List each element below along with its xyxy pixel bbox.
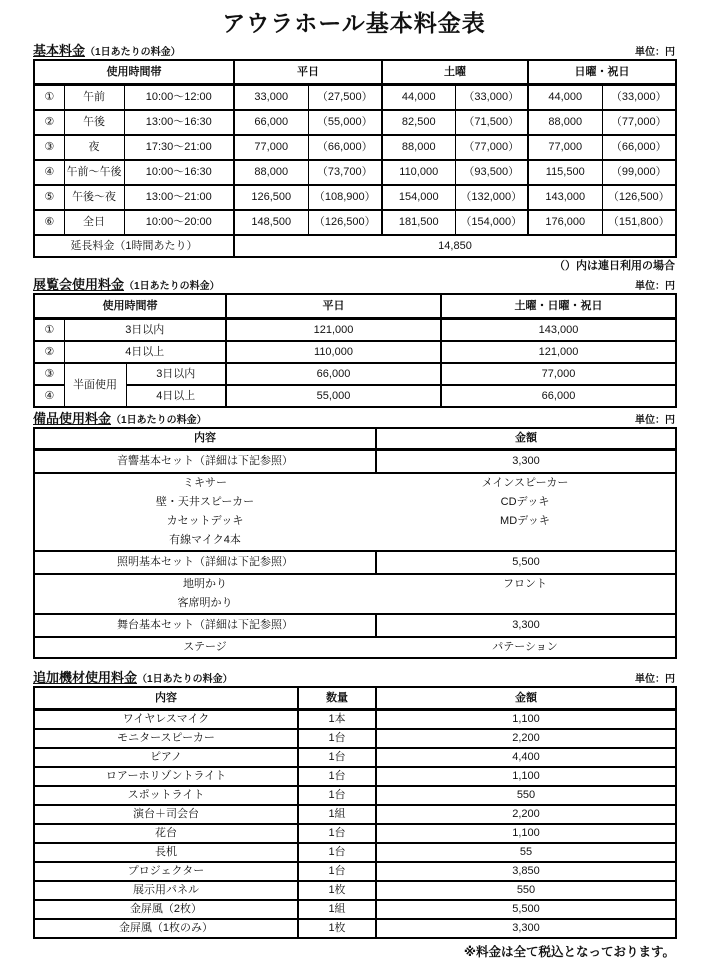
header-row (34, 60, 676, 85)
table-row (34, 385, 676, 407)
table-row (34, 135, 676, 160)
exhibition-fee-section-header (33, 276, 675, 293)
holiday-price: 143,000 (528, 185, 602, 210)
item-qty: 1台 (298, 786, 376, 805)
unit-label: 単位：円 (635, 674, 675, 685)
detail-line (35, 493, 675, 512)
weekday-consecutive-price: （27,500） (308, 85, 382, 111)
item-label: 長机 (34, 843, 298, 862)
half-hall-label: 半面使用 (64, 363, 126, 407)
slot-period: 午後～夜 (64, 185, 124, 210)
holiday-consecutive-price: （151,800） (602, 210, 676, 235)
weekend-price: 77,000 (441, 363, 676, 385)
section-title: 基本料金 (33, 43, 86, 58)
weekday-consecutive-price: （55,000） (308, 110, 382, 135)
set-label: 照明基本セット（詳細は下記参照） (34, 551, 376, 574)
row-number: ① (34, 319, 64, 342)
item-qty: 1台 (298, 729, 376, 748)
weekday-price: 66,000 (234, 110, 308, 135)
detail-line (35, 575, 675, 594)
item-price: 5,500 (376, 900, 676, 919)
unit-label: 単位：円 (635, 281, 675, 292)
basic-fee-section-title-group (33, 44, 181, 59)
equipment-fee-table (33, 427, 677, 659)
item-label: ピアノ (34, 748, 298, 767)
row-number: ④ (34, 385, 64, 407)
saturday-price: 110,000 (382, 160, 455, 185)
holiday-price: 115,500 (528, 160, 602, 185)
item-qty: 1枚 (298, 919, 376, 938)
slot-period: 夜 (64, 135, 124, 160)
item-qty: 1台 (298, 748, 376, 767)
weekday-price: 77,000 (234, 135, 308, 160)
table-row (34, 729, 676, 748)
set-price: 3,300 (376, 450, 676, 474)
table-row (34, 210, 676, 235)
weekday-price: 121,000 (226, 319, 441, 342)
section-subtitle: （1日あたりの料金） (124, 281, 220, 292)
section-subtitle: （1日あたりの料金） (111, 415, 207, 426)
row-number: ③ (34, 363, 64, 385)
set-row (34, 551, 676, 574)
holiday-consecutive-price: （126,500） (602, 185, 676, 210)
item-price: 3,850 (376, 862, 676, 881)
table-row (34, 824, 676, 843)
slot-time: 13:00～16:30 (124, 110, 234, 135)
table-row (34, 843, 676, 862)
tax-included-note: ※料金は全て税込となっております。 (463, 945, 675, 959)
col-header-weekday: 平日 (234, 60, 382, 85)
slot-time: 17:30～21:00 (124, 135, 234, 160)
saturday-consecutive-price: （154,000） (455, 210, 528, 235)
item-price: 3,300 (376, 919, 676, 938)
weekday-price: 88,000 (234, 160, 308, 185)
item-label: ロアーホリゾントライト (34, 767, 298, 786)
table-row (34, 748, 676, 767)
set-detail-cell (34, 637, 676, 658)
col-header-time-slot: 使用時間帯 (34, 294, 226, 319)
slot-time: 10:00～12:00 (124, 85, 234, 111)
detail-item-left: 客席明かり (177, 597, 233, 610)
weekday-price: 66,000 (226, 363, 441, 385)
detail-item-left: 有線マイク4本 (169, 534, 241, 547)
extension-fee-value: 14,850 (234, 235, 676, 257)
section-title: 追加機材使用料金 (33, 670, 138, 685)
item-price: 55 (376, 843, 676, 862)
table-row (34, 786, 676, 805)
col-header-time-slot: 使用時間帯 (34, 60, 234, 85)
table-row (34, 363, 676, 385)
item-qty: 1台 (298, 767, 376, 786)
item-price: 2,200 (376, 805, 676, 824)
duration-label: 3日以内 (64, 319, 226, 342)
detail-line (35, 531, 675, 550)
additional-fee-section-title-group (33, 671, 233, 686)
slot-number: ⑤ (34, 185, 64, 210)
slot-number: ② (34, 110, 64, 135)
item-label: 金屏風（2枚） (34, 900, 298, 919)
detail-item-right: CDデッキ (500, 496, 550, 509)
exhibition-fee-section-title-group (33, 278, 220, 293)
table-row (34, 900, 676, 919)
detail-line (35, 512, 675, 531)
table-row (34, 710, 676, 730)
extension-fee-row (34, 235, 676, 257)
slot-period: 午前 (64, 85, 124, 111)
col-header-saturday: 土曜 (382, 60, 528, 85)
set-label: 舞台基本セット（詳細は下記参照） (34, 614, 376, 637)
slot-number: ① (34, 85, 64, 111)
duration-label: 3日以内 (126, 363, 226, 385)
table-row (34, 919, 676, 938)
weekday-consecutive-price: （126,500） (308, 210, 382, 235)
holiday-consecutive-price: （33,000） (602, 85, 676, 111)
exhibition-fee-table (33, 293, 677, 408)
saturday-consecutive-price: （132,000） (455, 185, 528, 210)
item-price: 1,100 (376, 710, 676, 730)
item-price: 4,400 (376, 748, 676, 767)
weekend-price: 121,000 (441, 341, 676, 363)
extension-fee-label: 延長料金（1時間あたり） (34, 235, 234, 257)
equipment-fee-section-header (33, 410, 675, 427)
weekend-price: 143,000 (441, 319, 676, 342)
row-number: ② (34, 341, 64, 363)
detail-line (35, 594, 675, 613)
weekend-price: 66,000 (441, 385, 676, 407)
set-row (34, 450, 676, 474)
slot-number: ⑥ (34, 210, 64, 235)
slot-time: 10:00～16:30 (124, 160, 234, 185)
holiday-price: 44,000 (528, 85, 602, 111)
detail-item-left: カセットデッキ (166, 515, 244, 528)
additional-fee-table (33, 686, 677, 939)
slot-time: 10:00～20:00 (124, 210, 234, 235)
saturday-consecutive-price: （33,000） (455, 85, 528, 111)
item-label: ワイヤレスマイク (34, 710, 298, 730)
weekday-price: 126,500 (234, 185, 308, 210)
item-label: スポットライト (34, 786, 298, 805)
document-page (33, 0, 675, 960)
col-header-price: 金額 (376, 687, 676, 710)
holiday-price: 176,000 (528, 210, 602, 235)
col-header-weekend: 土曜・日曜・祝日 (441, 294, 676, 319)
item-qty: 1台 (298, 862, 376, 881)
item-label: モニタースピーカー (34, 729, 298, 748)
unit-label: 単位：円 (635, 415, 675, 426)
saturday-consecutive-price: （93,500） (455, 160, 528, 185)
set-detail-row (34, 574, 676, 614)
item-qty: 1組 (298, 805, 376, 824)
col-header-qty: 数量 (298, 687, 376, 710)
saturday-consecutive-price: （71,500） (455, 110, 528, 135)
item-qty: 1台 (298, 843, 376, 862)
section-subtitle: （1日あたりの料金） (137, 674, 233, 685)
saturday-price: 154,000 (382, 185, 455, 210)
equipment-fee-section-title-group (33, 412, 207, 427)
slot-period: 全日 (64, 210, 124, 235)
col-header-sunday-holiday: 日曜・祝日 (528, 60, 676, 85)
detail-item-left: 壁・天井スピーカー (155, 496, 255, 509)
detail-item-right: パテーション (492, 641, 558, 654)
slot-number: ③ (34, 135, 64, 160)
saturday-price: 88,000 (382, 135, 455, 160)
table-row (34, 805, 676, 824)
item-price: 550 (376, 881, 676, 900)
saturday-consecutive-price: （77,000） (455, 135, 528, 160)
weekday-price: 33,000 (234, 85, 308, 111)
set-price: 5,500 (376, 551, 676, 574)
detail-item-right: メインスピーカー (481, 477, 569, 490)
col-header-price: 金額 (376, 428, 676, 450)
holiday-consecutive-price: （99,000） (602, 160, 676, 185)
item-label: 花台 (34, 824, 298, 843)
table-row (34, 85, 676, 111)
basic-fee-table (33, 59, 677, 258)
detail-item-left: 地明かり (183, 578, 227, 591)
duration-label: 4日以上 (64, 341, 226, 363)
table-row (34, 341, 676, 363)
additional-fee-section-header (33, 669, 675, 686)
slot-period: 午後 (64, 110, 124, 135)
col-header-item: 内容 (34, 428, 376, 450)
holiday-consecutive-price: （66,000） (602, 135, 676, 160)
section-title: 備品使用料金 (33, 411, 112, 426)
header-row (34, 294, 676, 319)
item-label: 金屏風（1枚のみ） (34, 919, 298, 938)
section-title: 展覧会使用料金 (33, 277, 125, 292)
basic-fee-section-header (33, 42, 675, 59)
holiday-price: 77,000 (528, 135, 602, 160)
table-row (34, 862, 676, 881)
item-price: 2,200 (376, 729, 676, 748)
holiday-consecutive-price: （77,000） (602, 110, 676, 135)
unit-label: 単位：円 (635, 47, 675, 58)
detail-line (35, 638, 675, 657)
col-header-item: 内容 (34, 687, 298, 710)
header-row (34, 687, 676, 710)
header-row (34, 428, 676, 450)
item-price: 550 (376, 786, 676, 805)
item-qty: 1組 (298, 900, 376, 919)
col-header-weekday: 平日 (226, 294, 441, 319)
slot-period: 午前～午後 (64, 160, 124, 185)
weekday-price: 148,500 (234, 210, 308, 235)
saturday-price: 44,000 (382, 85, 455, 111)
item-label: 展示用パネル (34, 881, 298, 900)
set-row (34, 614, 676, 637)
detail-item-right: フロント (503, 578, 547, 591)
item-price: 1,100 (376, 824, 676, 843)
weekday-consecutive-price: （66,000） (308, 135, 382, 160)
table-row (34, 881, 676, 900)
item-price: 1,100 (376, 767, 676, 786)
detail-line (35, 474, 675, 493)
section-subtitle: （1日あたりの料金） (85, 47, 181, 58)
table-row (34, 319, 676, 342)
slot-number: ④ (34, 160, 64, 185)
item-label: 演台＋司会台 (34, 805, 298, 824)
table-row (34, 185, 676, 210)
detail-item-right: MDデッキ (500, 515, 550, 528)
item-qty: 1枚 (298, 881, 376, 900)
set-detail-row (34, 473, 676, 551)
weekday-consecutive-price: （108,900） (308, 185, 382, 210)
set-detail-cell (34, 574, 676, 614)
weekday-price: 55,000 (226, 385, 441, 407)
consecutive-day-note: （）内は連日利用の場合 (554, 260, 675, 272)
table-row (34, 110, 676, 135)
item-label: プロジェクター (34, 862, 298, 881)
slot-time: 13:00～21:00 (124, 185, 234, 210)
saturday-price: 181,500 (382, 210, 455, 235)
weekday-consecutive-price: （73,700） (308, 160, 382, 185)
table-row (34, 767, 676, 786)
weekday-price: 110,000 (226, 341, 441, 363)
saturday-price: 82,500 (382, 110, 455, 135)
set-price: 3,300 (376, 614, 676, 637)
set-label: 音響基本セット（詳細は下記参照） (34, 450, 376, 474)
set-detail-row (34, 637, 676, 658)
item-qty: 1本 (298, 710, 376, 730)
holiday-price: 88,000 (528, 110, 602, 135)
item-qty: 1台 (298, 824, 376, 843)
table-row (34, 160, 676, 185)
page-title: アウラホール基本料金表 (222, 10, 486, 36)
detail-item-left: ミキサー (183, 477, 227, 490)
duration-label: 4日以上 (126, 385, 226, 407)
set-detail-cell (34, 473, 676, 551)
detail-item-left: ステージ (183, 641, 227, 654)
